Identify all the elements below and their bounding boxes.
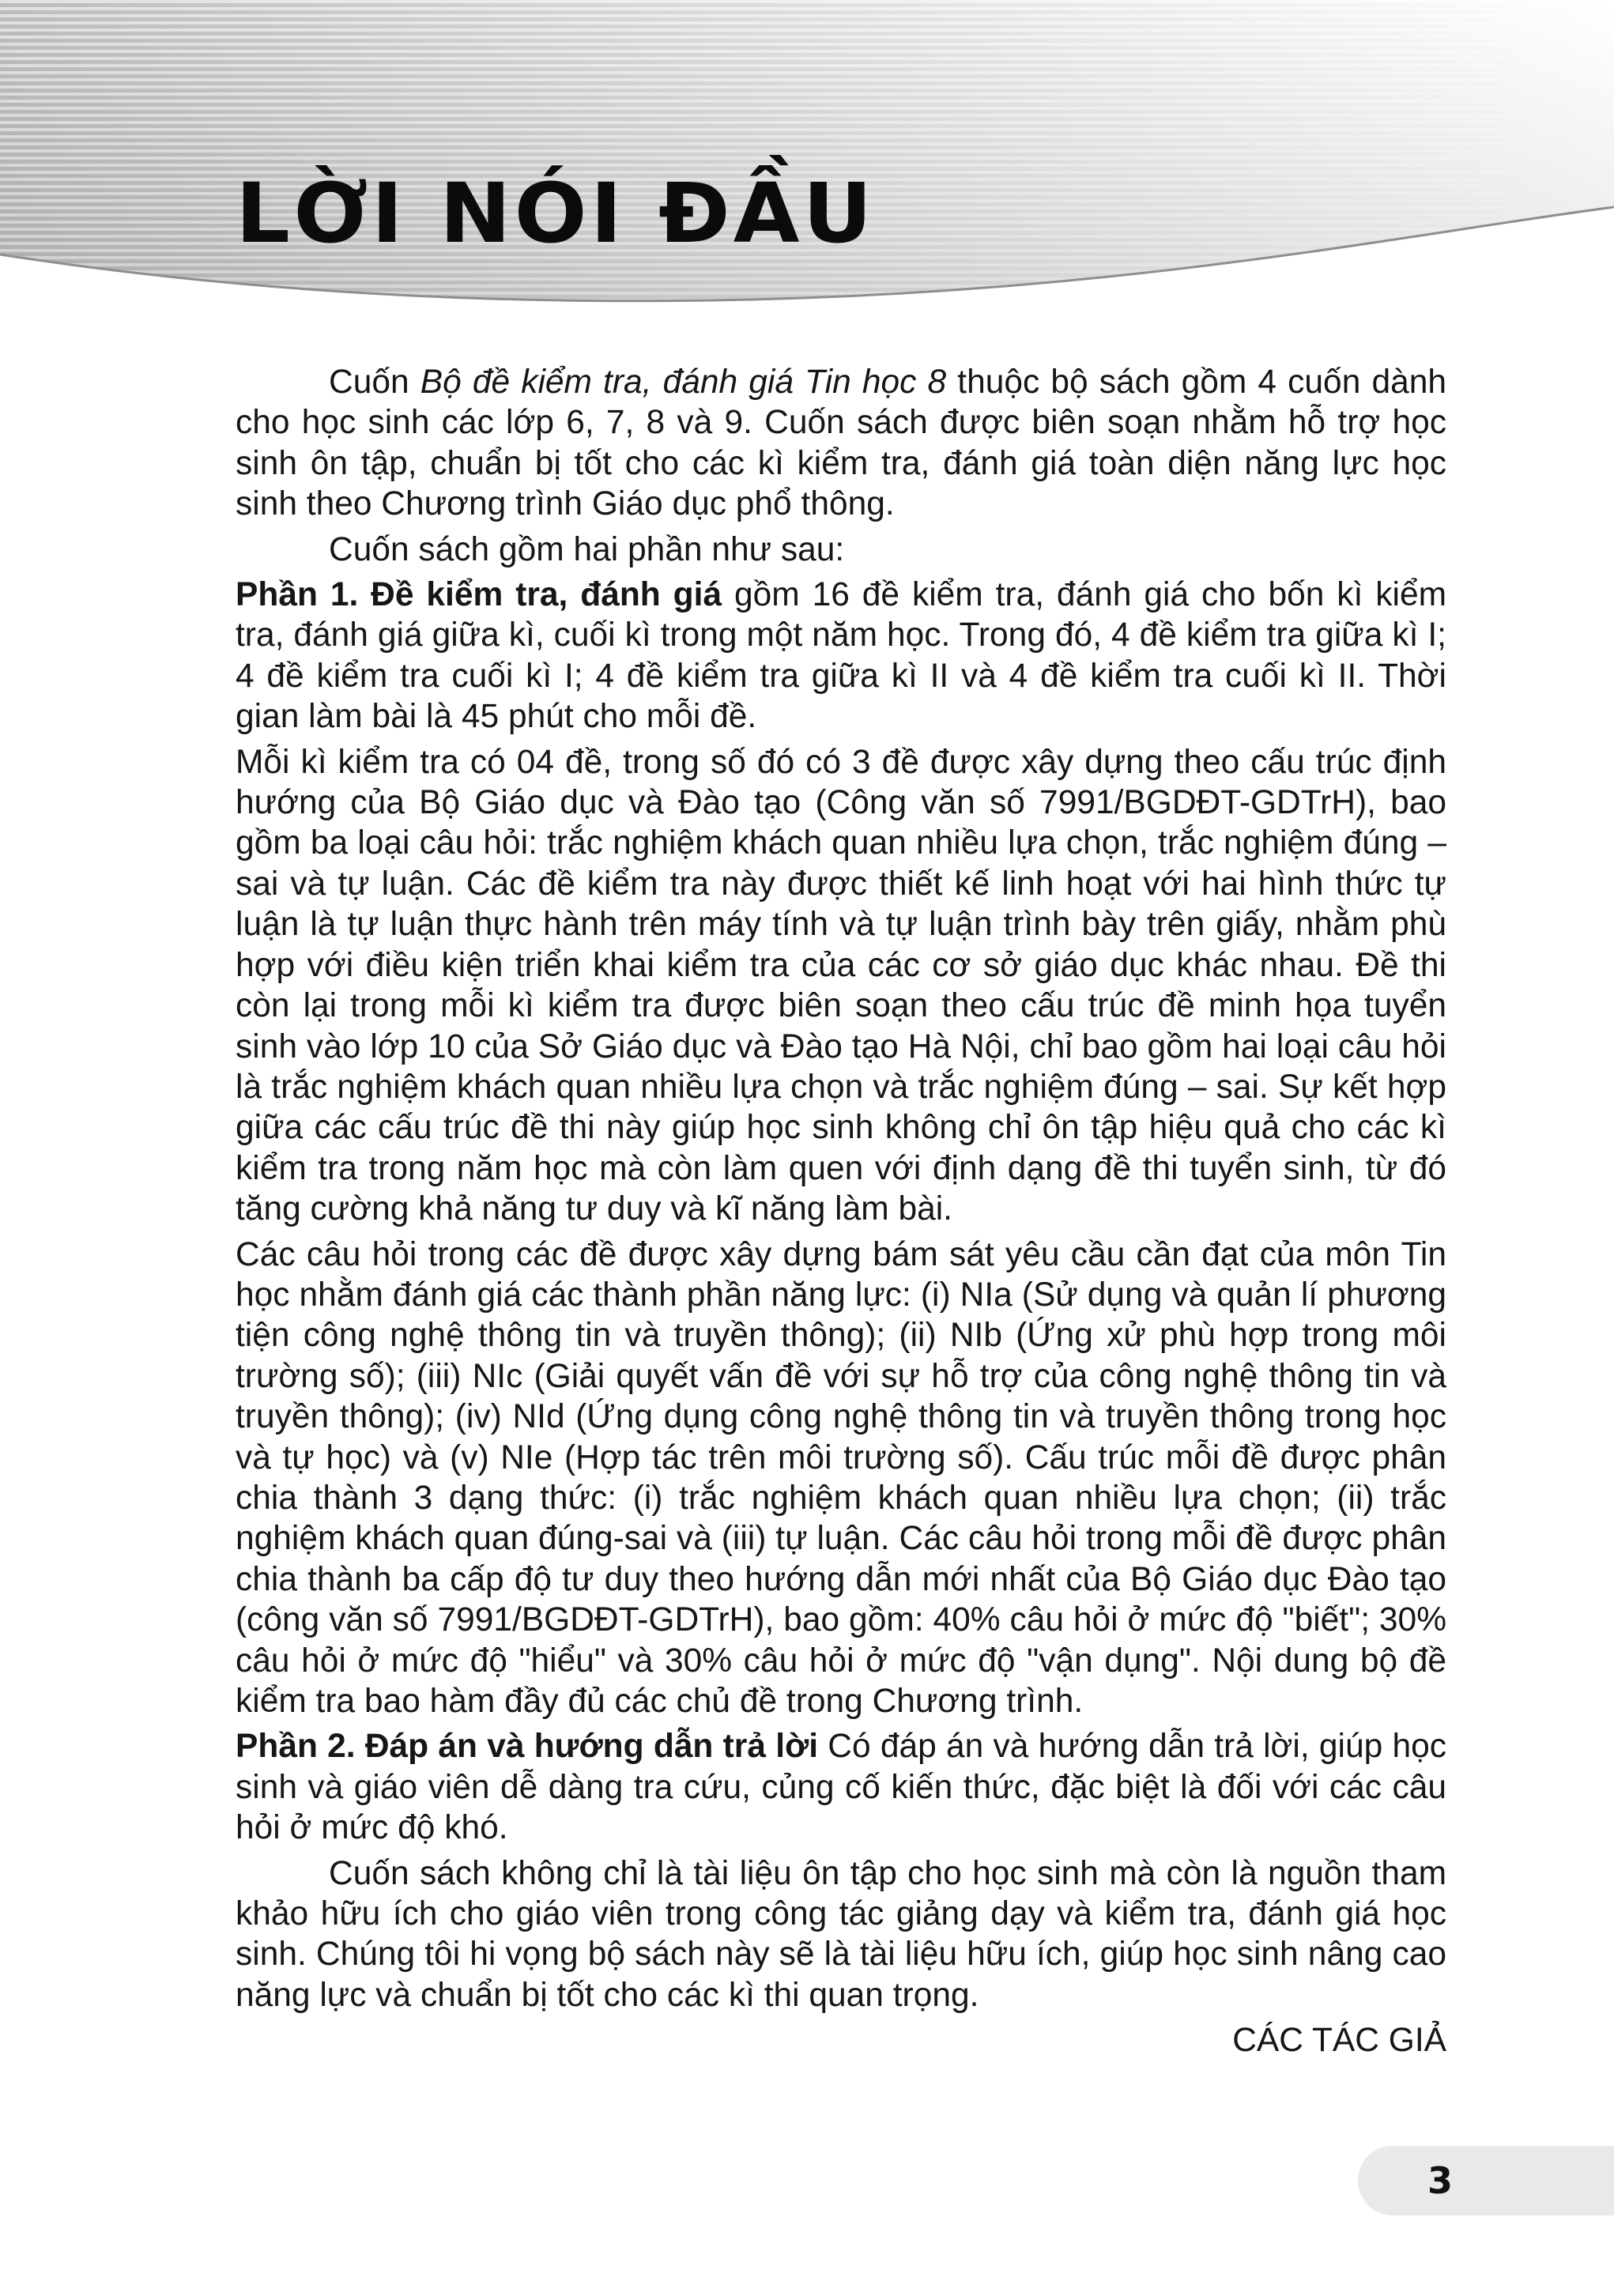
part-1-paragraph bbox=[236, 575, 1446, 737]
closing-paragraph: Cuốn sách không chỉ là tài liệu ôn tập cho học sinh mà còn là nguồn tham khảo hữu ích cho giáo viên trong công tác giảng dạy và kiểm tra, đánh giá học sinh. Chúng tôi hi vọng bộ sách này sẽ là tài liệu hữu ích, giúp học sinh nâng cao năng lực và chuẩn bị tốt cho các kì thi quan trọng. bbox=[236, 1854, 1446, 2014]
part-2-heading: Phần 2. Đáp án và hướng dẫn trả lời bbox=[236, 1728, 819, 1766]
page-title: LỜI NÓI ĐẦU bbox=[236, 165, 876, 262]
page-number-tab bbox=[1358, 2146, 1614, 2215]
preface-body bbox=[236, 362, 1446, 2066]
intro-paragraph bbox=[236, 362, 1446, 525]
intro-text-start: Cuốn bbox=[329, 364, 420, 401]
page-number: 3 bbox=[1427, 2159, 1453, 2202]
part-1-heading: Phần 1. Đề kiểm tra, đánh giá bbox=[236, 576, 722, 614]
exam-structure-paragraph: Mỗi kì kiểm tra có 04 đề, trong số đó có 3 đề được xây dựng theo cấu trúc định hướng của Bộ Giáo dục và Đào tạo (Công văn số 7991/BGDĐT-GDTrH), bao gồm ba loại câu hỏi: trắc nghiệm khách quan nhiều lựa chọn, trắc nghiệm đúng – sai và tự luận. Các đề kiểm tra này được thiết kế linh hoạt với hai hình thức tự luận là tự luận thực hành trên máy tính và tự luận trình bày trên giấy, nhằm phù hợp với điều kiện triển khai kiểm tra của các cơ sở giáo dục khác nhau. Đề thi còn lại trong mỗi kì kiểm tra được biên soạn theo cấu trúc đề minh họa tuyển sinh vào lớp 10 của Sở Giáo dục và Đào tạo Hà Nội, chỉ bao gồm hai loại câu hỏi là trắc nghiệm khách quan nhiều lựa chọn và trắc nghiệm đúng – sai. Sự kết hợp giữa các cấu trúc đề thi này giúp học sinh không chỉ ôn tập hiệu quả cho các kì kiểm tra trong năm học mà còn làm quen với định dạng đề thi tuyển sinh, từ đó tăng cường khả năng tư duy và kĩ năng làm bài. bbox=[236, 743, 1446, 1228]
part-2-paragraph bbox=[236, 1726, 1446, 1848]
intro-text-end: thuộc bộ sách gồm 4 cuốn dành cho học sinh các lớp 6, 7, 8 và 9. Cuốn sách được biên soạn nhằm hỗ trợ học sinh ôn tập, chuẩn bị tốt cho các kì kiểm tra, đánh giá toàn diện năng lực học sinh theo Chương trình Giáo dục phổ thông. bbox=[236, 364, 1446, 523]
part-1-text: gồm 16 đề kiểm tra, đánh giá cho bốn kì kiểm tra, đánh giá giữa kì, cuối kì trong một năm học. Trong đó, 4 đề kiểm tra giữa kì I; 4 đề kiểm tra cuối kì I; 4 đề kiểm tra giữa kì II và 4 đề kiểm tra cuối kì II. Thời gian làm bài là 45 phút cho mỗi đề. bbox=[236, 576, 1446, 736]
header-decoration bbox=[0, 0, 1614, 316]
competency-paragraph: Các câu hỏi trong các đề được xây dựng bám sát yêu cầu cần đạt của môn Tin học nhằm đánh giá các thành phần năng lực: (i) NIa (Sử dụng và quản lí phương tiện công nghệ thông tin và truyền thông); (ii) NIb (Ứng xử phù hợp trong môi trường số); (iii) NIc (Giải quyết vấn đề với sự hỗ trợ của công nghệ thông tin và truyền thông); (iv) NId (Ứng dụng công nghệ thông tin và truyền thông trong học và tự học) và (v) NIe (Hợp tác trên môi trường số). Cấu trúc mỗi đề được phân chia thành 3 dạng thức: (i) trắc nghiệm khách quan nhiều lựa chọn; (ii) trắc nghiệm khách quan đúng-sai và (iii) tự luận. Các câu hỏi trong mỗi đề được phân chia thành ba cấp độ tư duy theo hướng dẫn mới nhất của Bộ Giáo dục Đào tạo (công văn số 7991/BGDĐT-GDTrH), bao gồm: 40% câu hỏi ở mức độ "biết"; 30% câu hỏi ở mức độ "hiểu" và 30% câu hỏi ở mức độ "vận dụng". Nội dung bộ đề kiểm tra bao hàm đầy đủ các chủ đề trong Chương trình. bbox=[236, 1235, 1446, 1720]
structure-intro: Cuốn sách gồm hai phần như sau: bbox=[329, 530, 845, 568]
authors-signature: CÁC TÁC GIẢ bbox=[1232, 2022, 1446, 2060]
part-2-text: Có đáp án và hướng dẫn trả lời, giúp học sinh và giáo viên dễ dàng tra cứu, củng cố kiến thức, đặc biệt là đối với các câu hỏi ở mức độ khó. bbox=[236, 1728, 1447, 1847]
book-title: Bộ đề kiểm tra, đánh giá Tin học 8 bbox=[420, 364, 947, 401]
